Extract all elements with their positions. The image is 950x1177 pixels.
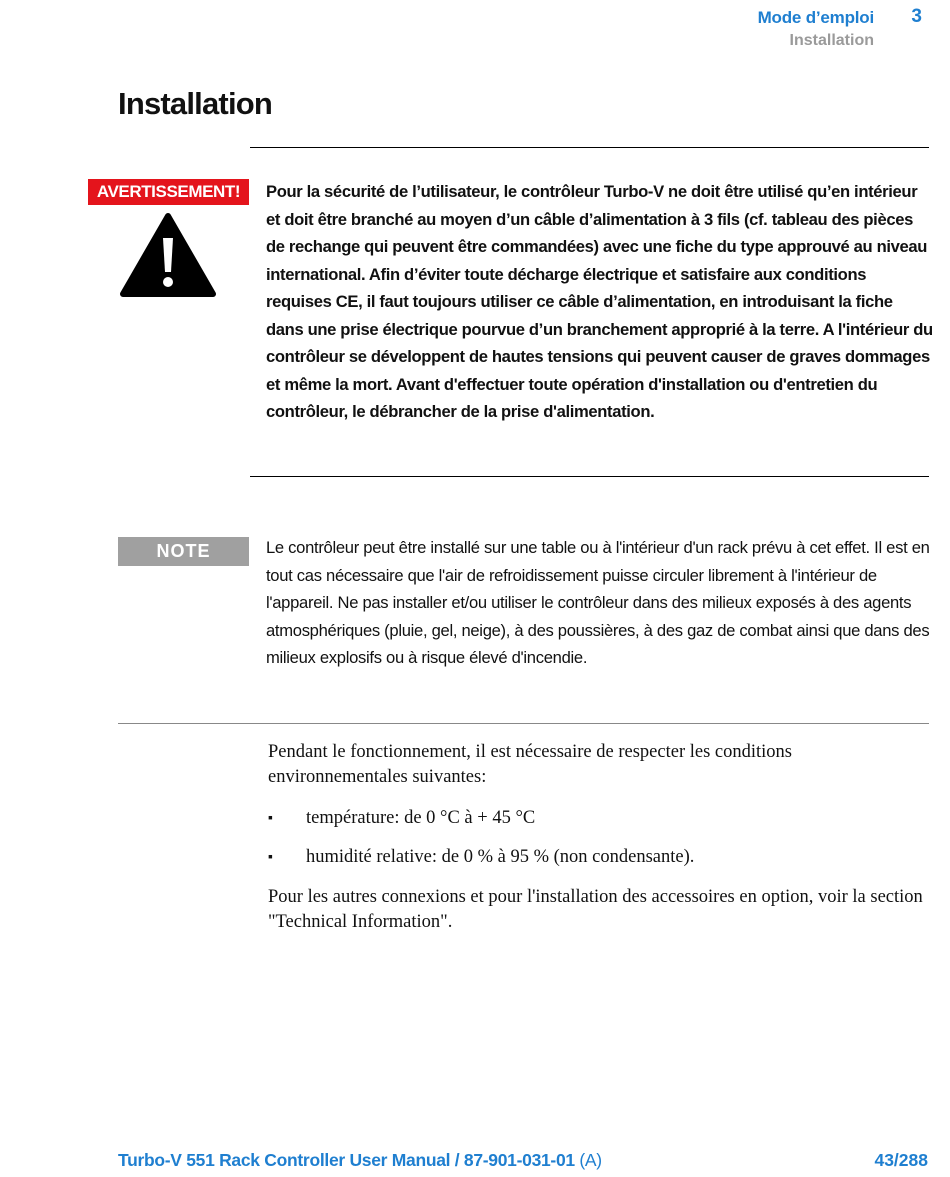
outro-paragraph: Pour les autres connexions et pour l'installation des accessoires en option, voir la section "Technical Information". [268,887,923,932]
warning-label: AVERTISSEMENT! [88,179,249,205]
bullet-icon: ▪ [268,850,273,865]
header-section-title: Installation [789,32,874,49]
bullet-icon: ▪ [268,811,273,826]
list-item-text: température: de 0 °C à + 45 °C [306,808,536,828]
header-chapter-title: Mode d’emploi [757,8,874,27]
footer-title-text: Turbo-V 551 Rack Controller User Manual / 87-901-031-01 [118,1150,575,1170]
warning-top-rule [250,147,929,148]
note-label: NOTE [118,537,249,566]
footer-revision: (A) [579,1150,602,1170]
footer-page-number: 43/288 [874,1150,928,1170]
note-text: Le contrôleur peut être installé sur une table ou à l'intérieur d'un rack prévu à cet effet. Il est en tout cas nécessaire que l'air de refroidissement puisse circuler librement à l'intérieur de l'appareil. Ne pas installer et/ou utiliser le contrôleur dans des milieux exposés à des agents atmosphériques (pluie, gel, neige), à des poussières, à des gaz de combat ainsi que dans des milieux explosifs ou à risque élevé d'incendie. [266,538,930,668]
page-title: Installation [118,86,273,121]
footer-document-title [118,1150,602,1171]
warning-triangle-icon [119,212,217,298]
warning-text: Pour la sécurité de l’utilisateur, le contrôleur Turbo-V ne doit être utilisé qu’en intérieur et doit être branché au moyen d’un câble d’alimentation à 3 fils (cf. tableau des pièces de rechange qui peuvent être commandées) avec une fiche du type approuvé au niveau international. Afin d’éviter toute décharge électrique et satisfaire aux conditions requises CE, il faut toujours utiliser ce câble d’alimentation, en introduisant la fiche dans une prise électrique pourvue d’un branchement approprié à la terre. A l'intérieur du contrôleur se développent de hautes tensions qui peuvent causer de graves dommages et même la mort. Avant d'effectuer toute opération d'installation ou d'entretien du contrôleur, le débrancher de la prise d'alimentation. [266,182,933,421]
warning-bottom-rule [250,476,929,477]
intro-paragraph: Pendant le fonctionnement, il est nécessaire de respecter les conditions environnementales suivantes: [268,742,792,787]
header-chapter-number: 3 [911,6,922,27]
note-bottom-rule [118,723,929,724]
list-item-text: humidité relative: de 0 % à 95 % (non condensante). [306,847,695,867]
